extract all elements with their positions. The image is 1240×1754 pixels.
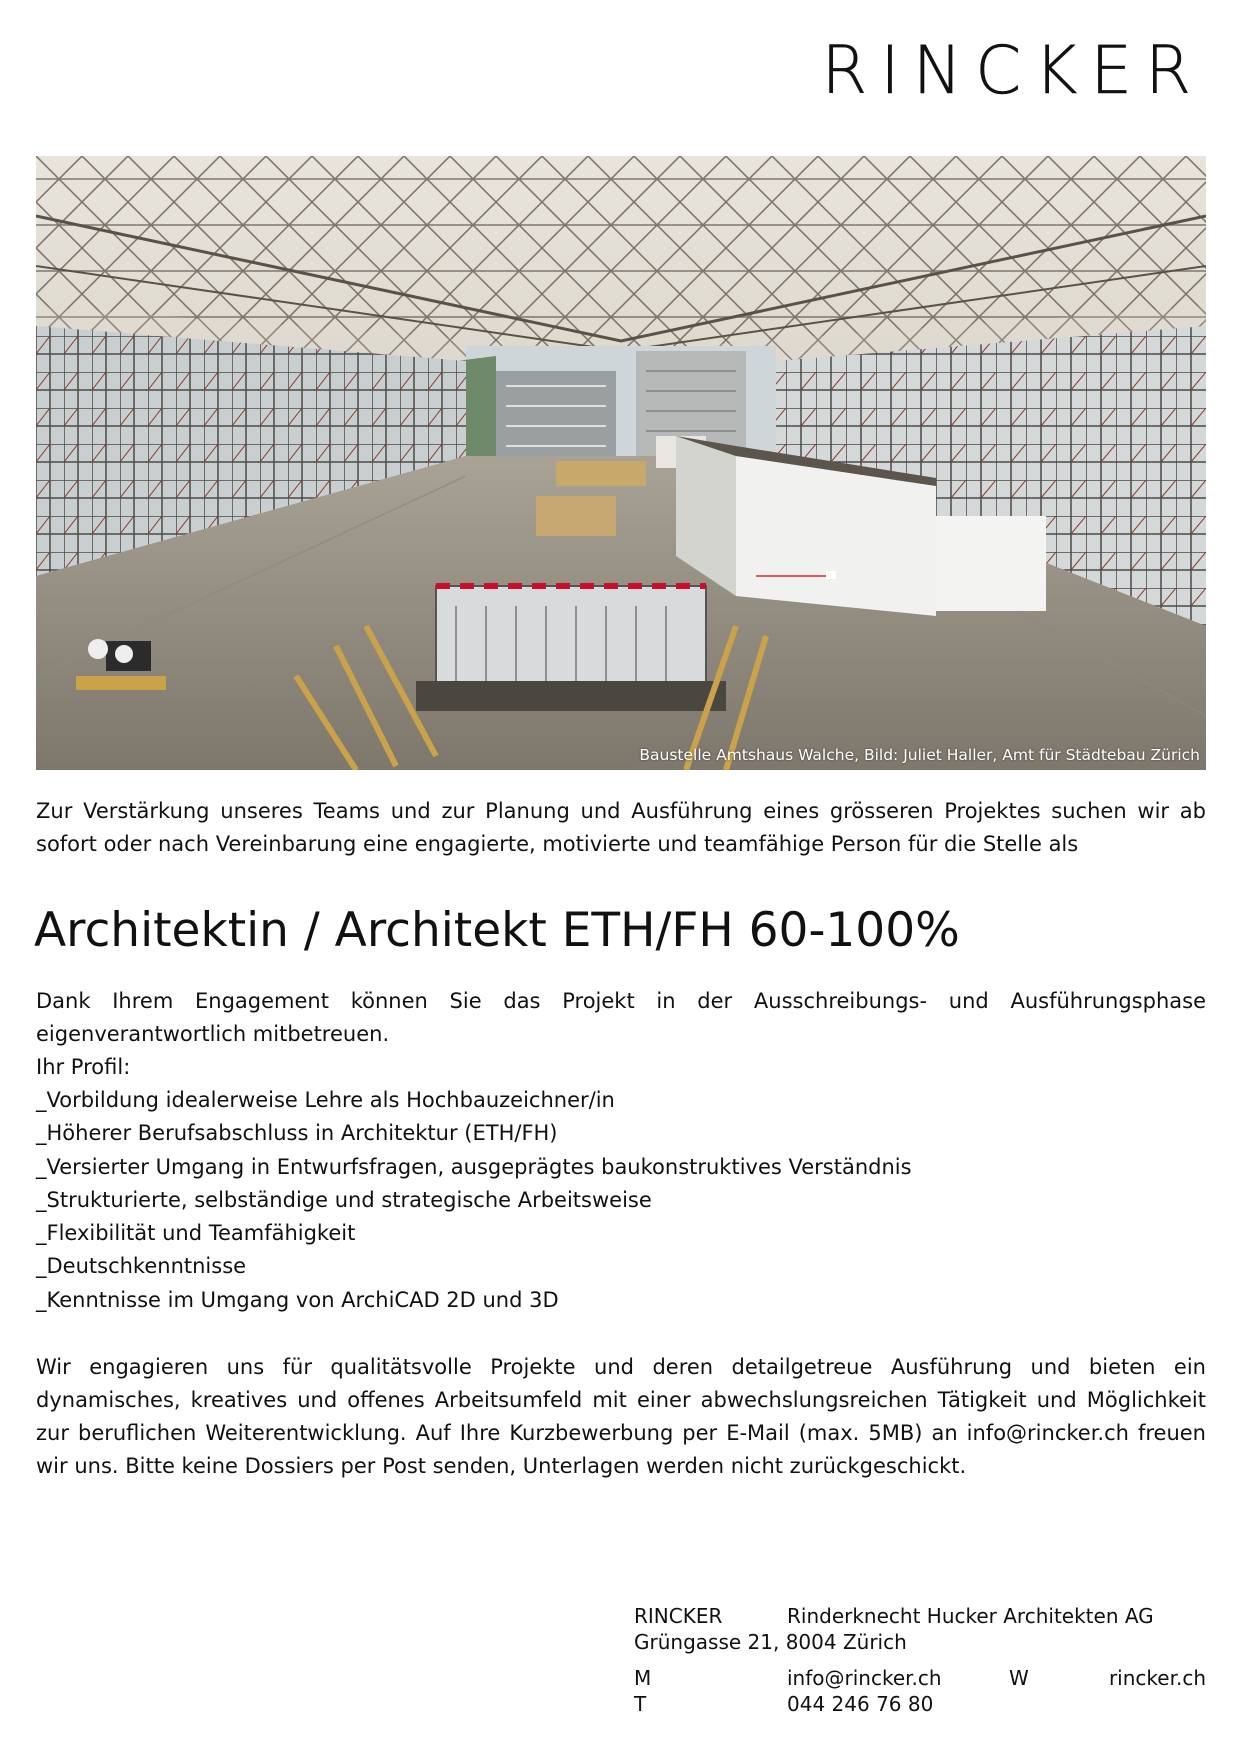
profile-item: _Kenntnisse im Umgang von ArchiCAD 2D und 3D — [36, 1287, 559, 1312]
website-link[interactable]: rincker.ch — [1108, 1666, 1206, 1690]
profile-item: _Höherer Berufsabschluss in Architektur (ETH/FH) — [36, 1121, 558, 1146]
photo-caption: Baustelle Amtshaus Walche, Bild: Juliet Haller, Amt für Städtebau Zürich — [639, 746, 1200, 764]
phone-number[interactable]: 044 246 76 80 — [787, 1692, 934, 1716]
description-paragraph: Dank Ihrem Engagement können Sie das Projekt in der Ausschreibungs- und Ausführungsphase eigenverantwortlich mitbetreuen. — [36, 989, 1206, 1046]
profile-item: _Flexibilität und Teamfähigkeit — [36, 1221, 356, 1246]
rincker-logo: RINCKER — [821, 32, 1204, 109]
intro-paragraph: Zur Verstärkung unseres Teams und zur Planung und Ausführung eines grösseren Projektes suchen wir ab sofort oder nach Vereinbarung eine engagierte, motivierte und teamfähige Person für die Stelle als — [36, 799, 1206, 856]
profile-item: _Strukturierte, selbständige und strategische Arbeitsweise — [36, 1187, 652, 1212]
construction-site-photo — [36, 156, 1206, 770]
email-link[interactable]: info@rincker.ch — [787, 1666, 942, 1690]
footer-company-short: RINCKER — [634, 1604, 723, 1628]
closing-paragraph: Wir engagieren uns für qualitätsvolle Projekte und deren detailgetreue Ausführung und bieten ein dynamisches, kreatives und offenes Arbeitsumfeld mit einer abwechslungsreichen Tätigkeit und Möglichkeit zur beruflichen Weiterentwicklung. Auf Ihre Kurzbewerbung per E-Mail (max. 5MB) an info@rincker.ch freuen wir uns. Bitte keine Dossiers per Post senden, Unterlagen werden nicht zurückgeschickt. — [36, 1355, 1206, 1478]
footer-address: Grüngasse 21, 8004 Zürich — [634, 1630, 907, 1654]
profile-item: _Versierter Umgang in Entwurfsfragen, ausgeprägtes baukonstruktives Verständnis — [36, 1154, 912, 1179]
profile-heading: Ihr Profil: — [36, 1055, 131, 1079]
mail-label: M — [634, 1666, 652, 1690]
footer-company-full: Rinderknecht Hucker Architekten AG — [787, 1604, 1154, 1628]
job-title: Architektin / Architekt ETH/FH 60-100% — [34, 903, 960, 958]
phone-label: T — [634, 1692, 647, 1716]
profile-item: _Vorbildung idealerweise Lehre als Hochbauzeichner/in — [36, 1088, 615, 1112]
contact-footer — [634, 1603, 1206, 1717]
web-label: W — [1009, 1666, 1029, 1690]
profile-list — [36, 1084, 912, 1317]
profile-item: _Deutschkenntnisse — [36, 1254, 247, 1279]
